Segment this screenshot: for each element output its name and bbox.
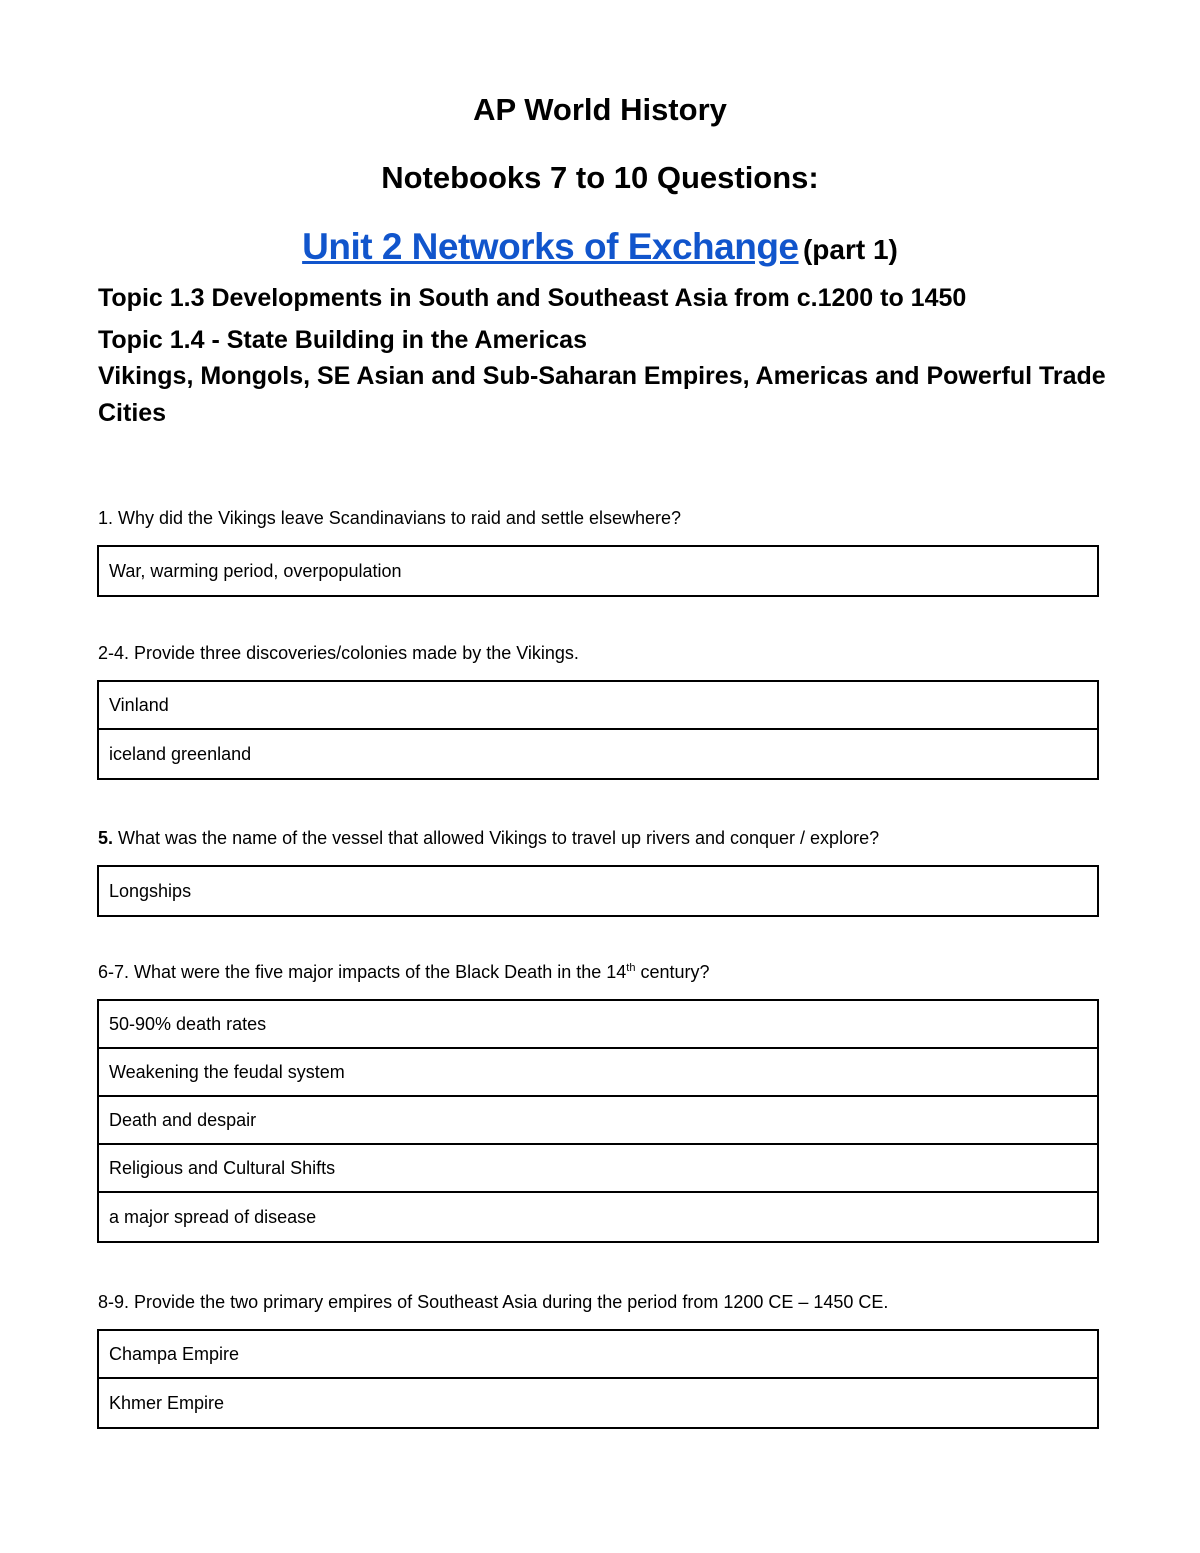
question-text: Provide the two primary empires of Southeast Asia during the period from 1200 CE – 1450 CE.	[129, 1292, 889, 1312]
question-number: 6-7.	[98, 962, 130, 982]
question-text: Provide three discoveries/colonies made by the Vikings.	[129, 643, 579, 663]
answer-row[interactable]: Longships	[109, 880, 192, 901]
answer-row[interactable]: Vinland	[99, 682, 1097, 730]
answer-row[interactable]: 50-90% death rates	[99, 1001, 1097, 1049]
unit-heading	[0, 226, 1200, 268]
question-2-4	[98, 643, 1098, 664]
question-text-end: century?	[635, 962, 710, 982]
topic-1-4-heading: Topic 1.4 - State Building in the Americas	[98, 326, 587, 354]
answer-box-5	[97, 865, 1099, 917]
answer-row[interactable]: Khmer Empire	[109, 1392, 225, 1413]
answer-box-2-4	[97, 680, 1099, 780]
unit-link[interactable]: Unit 2 Networks of Exchange	[302, 226, 799, 267]
answer-row[interactable]: Death and despair	[99, 1097, 1097, 1145]
question-number: 5.	[98, 828, 114, 848]
unit-part-label: (part 1)	[802, 234, 898, 265]
question-text: Why did the Vikings leave Scandinavians to raid and settle elsewhere?	[113, 508, 682, 528]
page-subtitle: Notebooks 7 to 10 Questions:	[381, 160, 819, 195]
question-1	[98, 508, 1098, 529]
question-6-7	[98, 962, 1098, 983]
question-number: 8-9.	[98, 1292, 130, 1312]
answer-row[interactable]: War, warming period, overpopulation	[109, 560, 402, 581]
page-title: AP World History	[473, 92, 727, 127]
question-5	[98, 828, 1098, 849]
question-number: 2-4.	[98, 643, 130, 663]
question-text: What were the five major impacts of the Black Death in the 14	[129, 962, 627, 982]
answer-box-1	[97, 545, 1099, 597]
superscript: th	[626, 962, 636, 974]
answer-box-6-7	[97, 999, 1099, 1243]
answer-row[interactable]: Weakening the feudal system	[99, 1049, 1097, 1097]
topics-summary-heading: Vikings, Mongols, SE Asian and Sub-Saharan Empires, Americas and Powerful Trade Cities	[98, 362, 1106, 427]
topic-1-3-heading: Topic 1.3 Developments in South and Southeast Asia from c.1200 to 1450	[98, 284, 967, 312]
answer-row[interactable]: iceland greenland	[109, 743, 252, 764]
answer-row[interactable]: Religious and Cultural Shifts	[99, 1145, 1097, 1193]
answer-box-8-9	[97, 1329, 1099, 1429]
answer-row[interactable]: Champa Empire	[99, 1331, 1097, 1379]
answer-row[interactable]: a major spread of disease	[109, 1206, 317, 1227]
question-text: What was the name of the vessel that allowed Vikings to travel up rivers and conquer / explore?	[113, 828, 880, 848]
question-number: 1.	[98, 508, 114, 528]
question-8-9	[98, 1292, 1098, 1313]
